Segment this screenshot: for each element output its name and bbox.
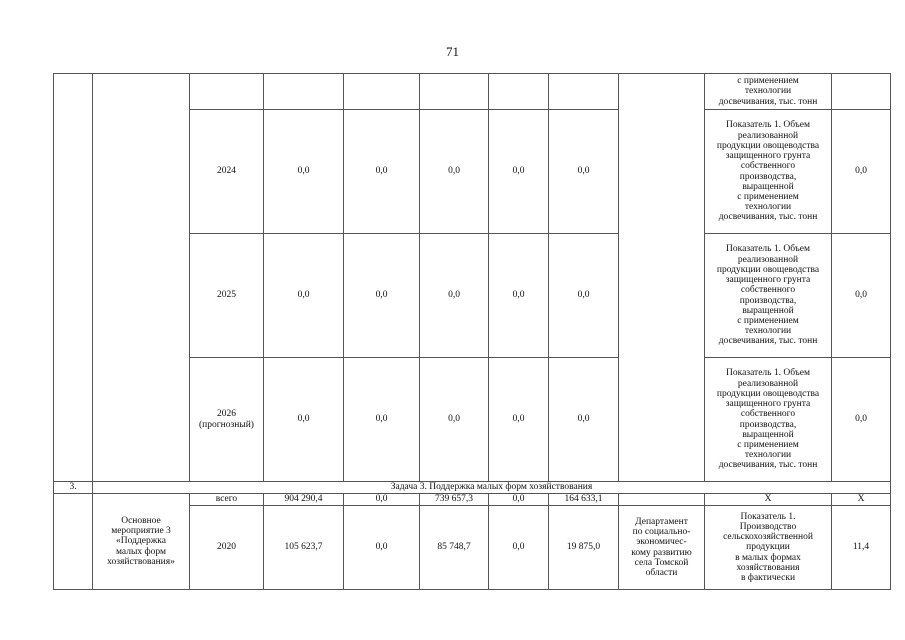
num-cell-empty	[54, 74, 93, 482]
value-cell: 0,0	[549, 234, 619, 358]
value-cell: 0,0	[489, 494, 549, 506]
table-row	[54, 74, 891, 110]
target-value-cell: 0,0	[832, 358, 891, 482]
value-cell: 0,0	[264, 234, 344, 358]
value-cell: 0,0	[344, 110, 420, 234]
indicator-cell: с применением технологии досвечивания, тыс. тонн	[705, 74, 832, 110]
indicator-cell: Х	[705, 494, 832, 506]
year-cell: 2020	[190, 506, 264, 590]
target-value-cell: Х	[832, 494, 891, 506]
total-label: всего	[190, 494, 264, 506]
target-value-cell: 0,0	[832, 110, 891, 234]
value-cell: 739 657,3	[420, 494, 489, 506]
year-cell: 2026 (прогнозный)	[190, 358, 264, 482]
value-cell: 0,0	[344, 234, 420, 358]
value-cell: 0,0	[264, 110, 344, 234]
value-cell: 0,0	[549, 110, 619, 234]
value-cell: 0,0	[344, 358, 420, 482]
target-value-cell: 0,0	[832, 234, 891, 358]
value-cell: 19 875,0	[549, 506, 619, 590]
measure-name: Основное мероприятие 3 «Поддержка малых форм хозяйствования»	[93, 494, 190, 590]
value-cell: 105 623,7	[264, 506, 344, 590]
total-row	[54, 494, 891, 506]
measure-cell-empty	[93, 74, 190, 482]
task-number: 3.	[54, 482, 93, 494]
year-cell: 2025	[190, 234, 264, 358]
program-table	[53, 73, 891, 590]
value-cell: 164 633,1	[549, 494, 619, 506]
indicator-cell: Показатель 1. Объем реализованной продукции овощеводства защищенного грунта собственного производства, выращенной с применением технологии досвечивания, тыс. тонн	[705, 358, 832, 482]
value-cell: 904 290,4	[264, 494, 344, 506]
responsible-cell-empty	[619, 74, 705, 482]
value-cell: 0,0	[264, 358, 344, 482]
value-cell: 0,0	[420, 358, 489, 482]
value-cell: 0,0	[489, 234, 549, 358]
target-value-cell: 11,4	[832, 506, 891, 590]
value-cell: 0,0	[489, 110, 549, 234]
value-cell: 0,0	[344, 494, 420, 506]
indicator-cell: Показатель 1. Объем реализованной продукции овощеводства защищенного грунта собственного производства, выращенной с применением технологии досвечивания, тыс. тонн	[705, 234, 832, 358]
indicator-cell: Показатель 1. Производство сельскохозяйственной продукции в малых формах хозяйствования в фактически	[705, 506, 832, 590]
responsible-cell: Департамент по социально- экономичес- кому развитию села Томской области	[619, 506, 705, 590]
value-cell: 0,0	[420, 234, 489, 358]
task-row	[54, 482, 891, 494]
value-cell: 0,0	[344, 506, 420, 590]
indicator-cell: Показатель 1. Объем реализованной продукции овощеводства защищенного грунта собственного производства, выращенной с применением технологии досвечивания, тыс. тонн	[705, 110, 832, 234]
value-cell: 0,0	[489, 506, 549, 590]
value-cell: 0,0	[489, 358, 549, 482]
value-cell: 85 748,7	[420, 506, 489, 590]
value-cell: 0,0	[420, 110, 489, 234]
page-number: 71	[446, 44, 459, 59]
year-cell: 2024	[190, 110, 264, 234]
task-title: Задача 3. Поддержка малых форм хозяйствования	[93, 482, 891, 494]
value-cell: 0,0	[549, 358, 619, 482]
